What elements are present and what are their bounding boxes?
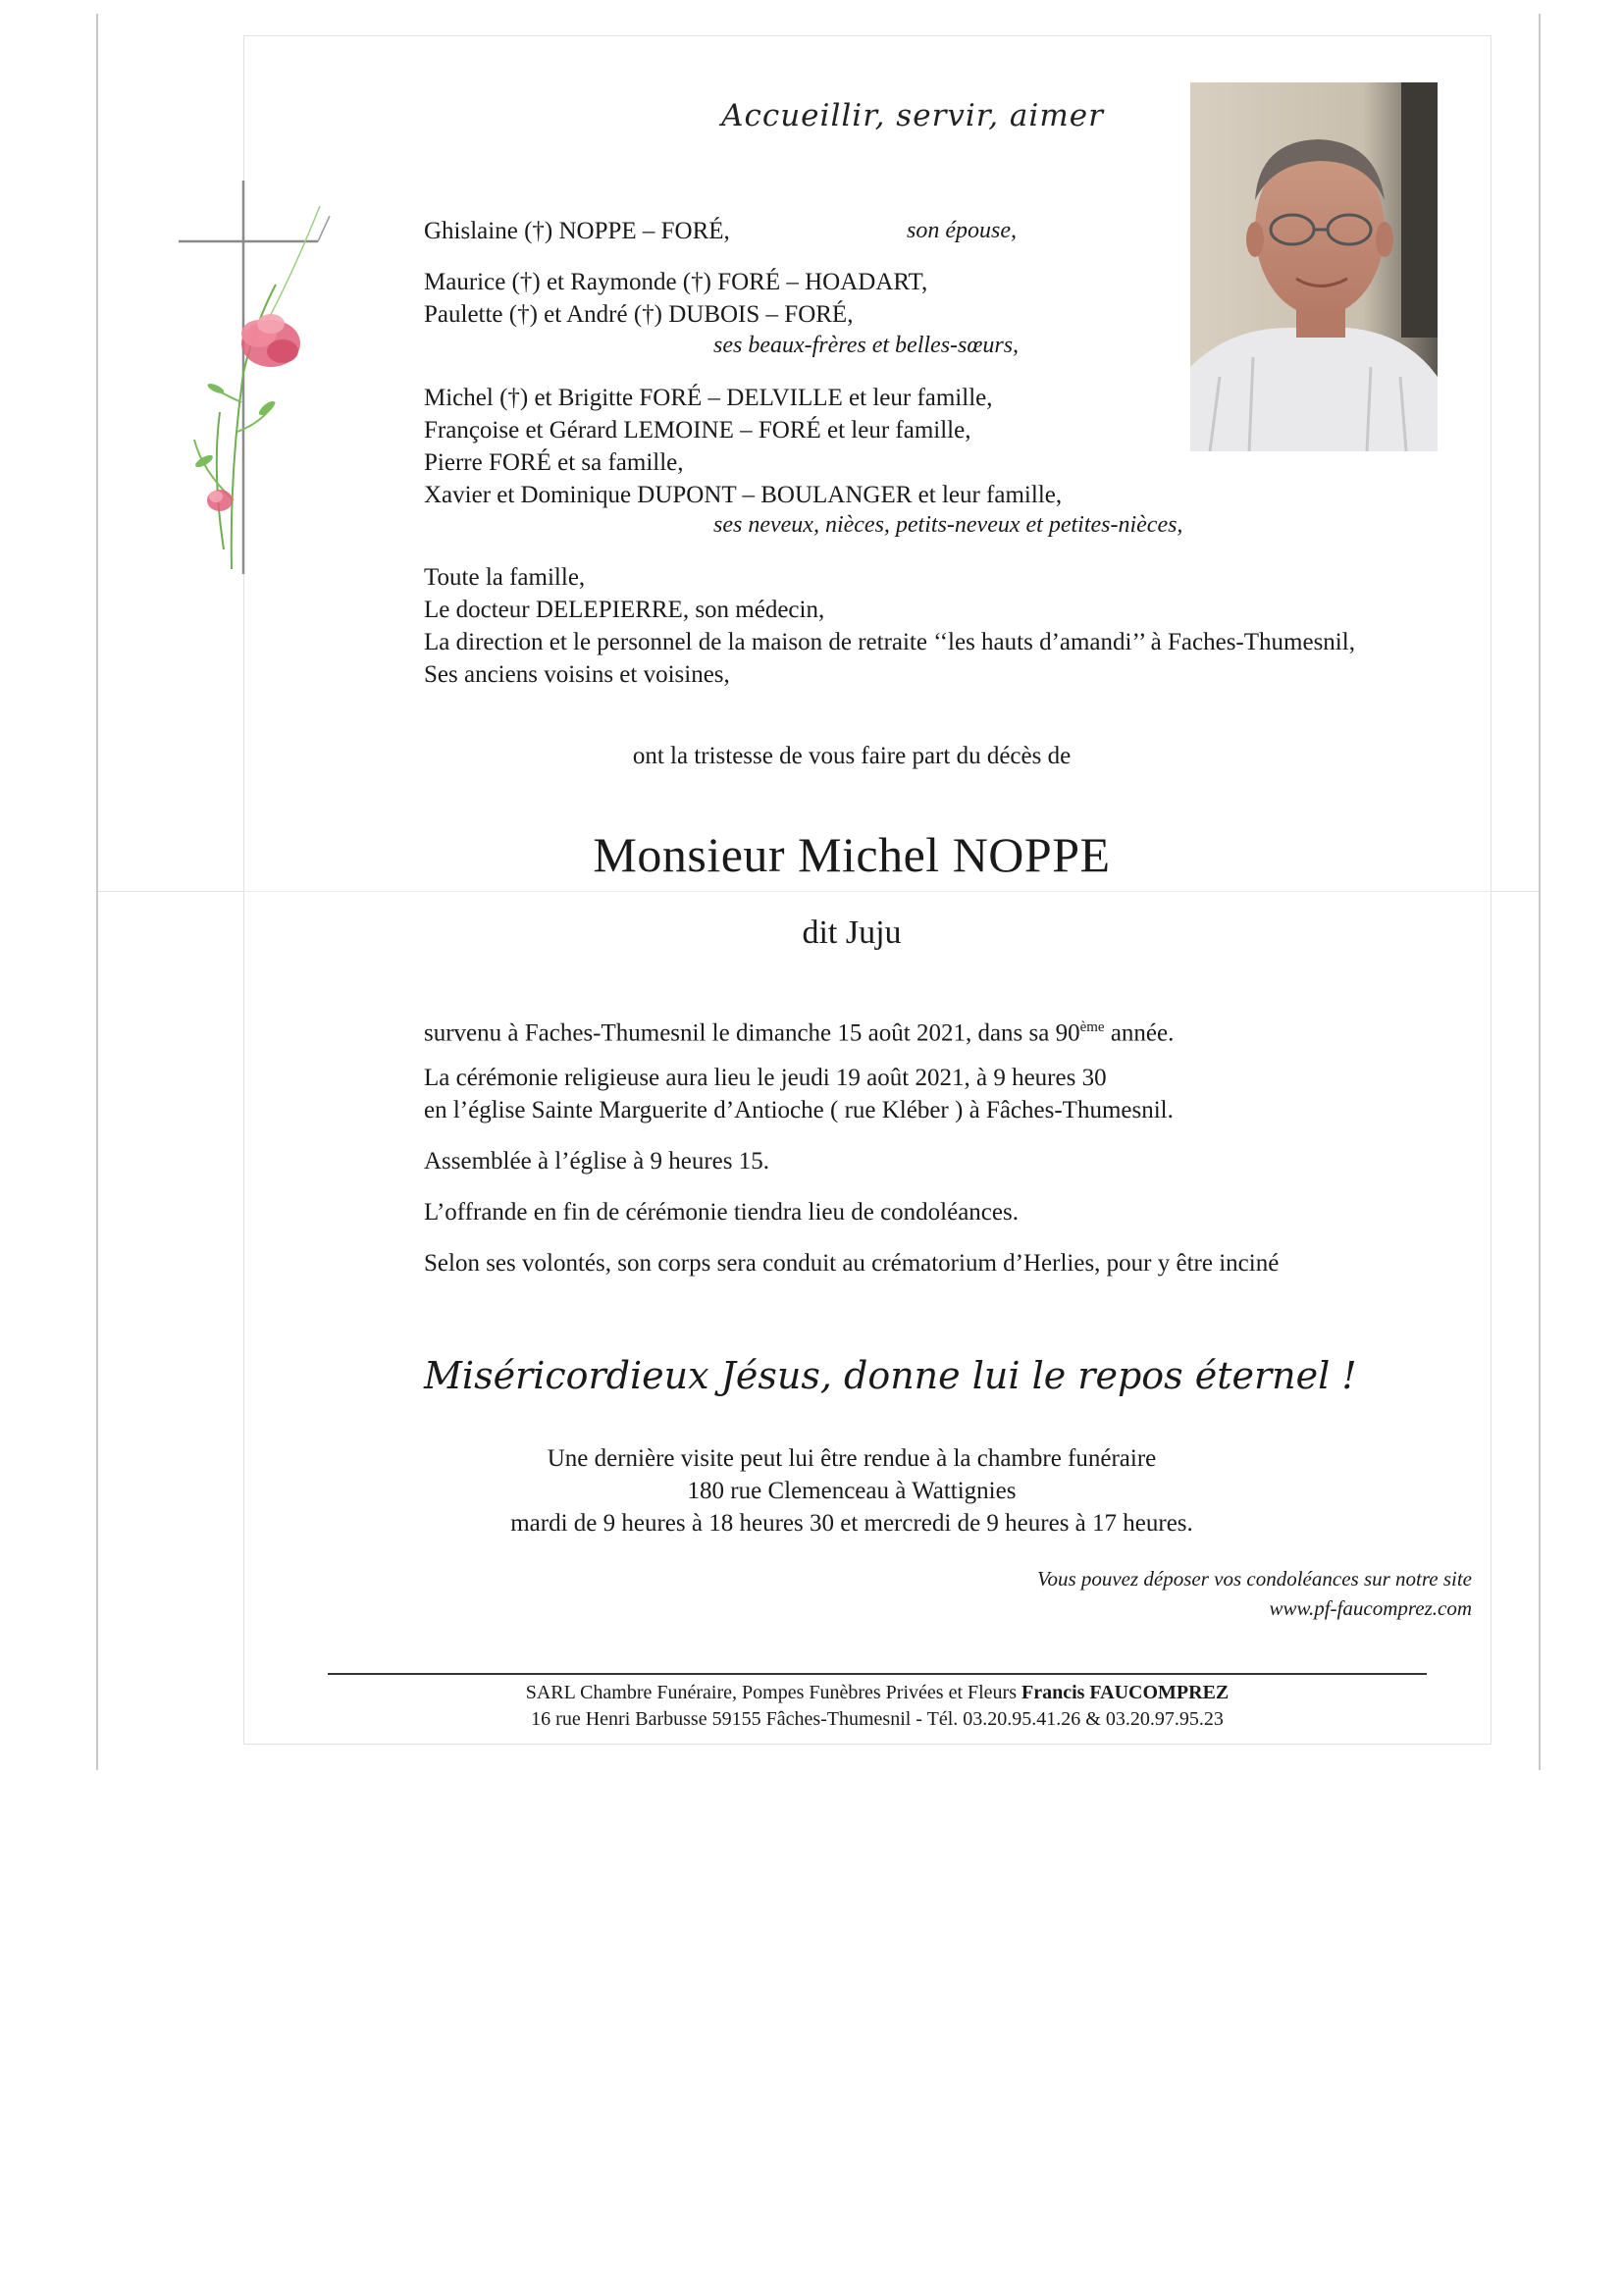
motto-heading: Accueillir, servir, aimer xyxy=(721,98,1104,133)
visit-line: Une dernière visite peut lui être rendue à la chambre funéraire xyxy=(547,1445,1157,1472)
family-line: Xavier et Dominique DUPONT – BOULANGER et leur famille, xyxy=(424,482,1063,508)
death-notice-text: survenu à Faches-Thumesnil le dimanche 15 août 2021, dans sa 90 xyxy=(424,1019,1080,1047)
scan-edge-left xyxy=(96,14,98,1770)
ceremony-line: La cérémonie religieuse aura lieu le jeudi 19 août 2021, à 9 heures 30 xyxy=(424,1065,1107,1091)
family-line: Le docteur DELEPIERRE, son médecin, xyxy=(424,597,825,623)
family-line: Ses anciens voisins et voisines, xyxy=(424,661,730,688)
family-line: Pierre FORÉ et sa famille, xyxy=(424,449,684,476)
carnation-flower-icon xyxy=(193,206,320,569)
footer-address: 16 rue Henri Barbusse 59155 Fâches-Thumesnil - Tél. 03.20.95.41.26 & 03.20.97.95.23 xyxy=(531,1708,1224,1730)
portrait-photo-image xyxy=(1190,82,1438,451)
family-line: Paulette (†) et André (†) DUBOIS – FORÉ, xyxy=(424,301,854,328)
fold-line-left xyxy=(98,891,243,892)
footer-company-name: Francis FAUCOMPREZ xyxy=(1021,1682,1230,1703)
family-line: Françoise et Gérard LEMOINE – FORÉ et leur famille, xyxy=(424,417,971,444)
assembly-line: Assemblée à l’église à 9 heures 15. xyxy=(424,1148,769,1174)
fold-line-right xyxy=(1492,891,1539,892)
prayer-line: Miséricordieux Jésus, donne lui le repos éternel ! xyxy=(424,1354,1357,1397)
ceremony-line: en l’église Sainte Marguerite d’Antioche ( rue Kléber ) à Fâches-Thumesnil. xyxy=(424,1097,1174,1123)
cross-flower-decoration xyxy=(173,177,340,579)
family-line: Michel (†) et Brigitte FORÉ – DELVILLE et leur famille, xyxy=(424,385,993,411)
condolences-note: Vous pouvez déposer vos condoléances sur notre site xyxy=(1036,1567,1472,1591)
death-notice-end: année. xyxy=(1104,1019,1175,1047)
cross-icon xyxy=(179,181,330,574)
footer-company xyxy=(328,1680,1427,1706)
deceased-nickname: dit Juju xyxy=(802,914,902,951)
footer-company-text: SARL Chambre Funéraire, Pompes Funèbres Privées et Fleurs xyxy=(525,1682,1021,1703)
family-line: Ghislaine (†) NOPPE – FORÉ, xyxy=(424,218,730,244)
family-line: Maurice (†) et Raymonde (†) FORÉ – HOADART, xyxy=(424,269,928,295)
family-role: son épouse, xyxy=(907,218,1017,243)
family-line: La direction et le personnel de la maison de retraite ‘‘les hauts d’amandi’’ à Faches-Thumesnil, xyxy=(424,629,1355,655)
cremation-line: Selon ses volontés, son corps sera conduit au crématorium d’Herlies, pour y être inciné xyxy=(424,1250,1280,1277)
scan-edge-right xyxy=(1539,14,1541,1770)
condolences-url[interactable]: www.pf-faucomprez.com xyxy=(1269,1596,1472,1620)
visit-line: mardi de 9 heures à 18 heures 30 et mercredi de 9 heures à 17 heures. xyxy=(510,1510,1193,1537)
visit-line: 180 rue Clemenceau à Wattignies xyxy=(687,1478,1017,1504)
footer-divider xyxy=(328,1673,1427,1675)
offering-line: L’offrande en fin de cérémonie tiendra lieu de condoléances. xyxy=(424,1199,1019,1226)
portrait-photo xyxy=(1190,82,1438,451)
fold-line-center xyxy=(243,891,1492,892)
family-role: ses beaux-frères et belles-sœurs, xyxy=(713,333,1020,358)
deceased-name: Monsieur Michel NOPPE xyxy=(593,827,1111,882)
death-notice-superscript: ème xyxy=(1079,1019,1105,1035)
family-line: Toute la famille, xyxy=(424,564,586,591)
announcement-text: ont la tristesse de vous faire part du décès de xyxy=(632,743,1072,769)
death-notice xyxy=(424,1013,1174,1048)
family-role: ses neveux, nièces, petits-neveux et petites-nièces, xyxy=(713,512,1183,538)
